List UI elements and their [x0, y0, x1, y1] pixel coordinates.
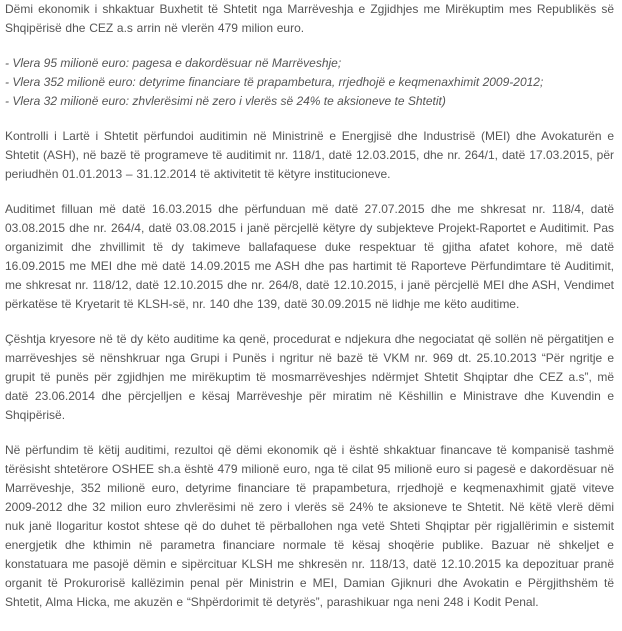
- breakdown-item: - Vlera 95 milionë euro: pagesa e dakordësuar në Marrëveshje;: [5, 56, 342, 70]
- breakdown-item: - Vlera 352 milionë euro: detyrime financiare të prapambetura, rrjedhojë e keqmenaxhimit 2009-2012;: [5, 75, 544, 89]
- damage-breakdown-list: [5, 54, 614, 111]
- conclusion-paragraph: Në përfundim të këtij auditimi, rezultoi që dëmi ekonomik që i është shkaktuar financave të kompanisë tashmë tërësisht shtetërore OSHEE sh.a është 479 milionë euro, nga të cilat 95 milionë euro si pagesë e dakordësuar në Marrëveshje, 352 milionë euro, detyrime financiare të prapambetura, rrjedhojë e keqmenaxhimit gjatë viteve 2009-2012 dhe 32 milion euro zhvlerësimi në zero i vlerës së 24% te aksioneve te Shtetit. Në këtë vlerë dëmi nuk janë llogaritur kostot shtese që do duhet të përballohen nga vetë Shteti Shqiptar për rigjallërimin e sistemit energjetik dhe kthimin në parametra financiare normale të kësaj shoqërie publike. Bazuar në shkeljet e konstatuara me pasojë dëmin e sipërcituar KLSH me shkresën nr. 118/13, datë 12.10.2015 ka depozituar pranë organit të Prokurorisë kallëzimin penal për Ministrin e MEI, Damian Gjiknuri dhe Avokatin e Përgjithshëm të Shtetit, Alma Hicka, me akuzën e “Shpërdorimit të detyrës”, parashikuar nga neni 248 i Kodit Penal.: [5, 443, 614, 609]
- breakdown-item: - Vlera 32 milionë euro: zhvlerësimi në zero i vlerës së 24% te aksioneve te Shtetit): [5, 94, 446, 108]
- audit-scope-paragraph: Kontrolli i Lartë i Shtetit përfundoi auditimin në Ministrinë e Energjisë dhe Industrisë (MEI) dhe Avokaturën e Shtetit (ASH), në bazë të programeve të auditimit nr. 118/1, datë 12.03.2015, dhe nr. 264/1, datë 17.03.2015, për periudhën 01.01.2013 – 31.12.2014 të aktivitetit të këtyre institucioneve.: [5, 129, 614, 181]
- main-issue-paragraph: Çështja kryesore në të dy këto auditime ka qenë, procedurat e ndjekura dhe negociatat që sollën në përgatitjen e marrëveshjes së nënshkruar nga Grupi i Punës i ngritur në bazë të VKM nr. 969 dt. 25.10.2013 “Për ngritje e grupit të punës për zgjidhjen me mirëkuptim të mosmarrëveshjes ndërmjet Shtetit Shqiptar dhe CEZ a.s”, më datë 23.06.2014 dhe përcjelljen e kësaj Marrëveshje për miratim në Këshillin e Ministrave dhe Kuvendin e Shqipërisë.: [5, 332, 614, 422]
- audit-timeline-paragraph: Auditimet filluan më datë 16.03.2015 dhe përfunduan më datë 27.07.2015 dhe me shkresat nr. 118/4, datë 03.08.2015 dhe nr. 264/4, datë 03.08.2015 i janë përcjellë këtyre dy subjekteve Projekt-Raportet e Auditimit. Pas organizimit dhe zhvillimit të dy takimeve ballafaquese duke respektuar të gjitha afatet kohore, më datë 16.09.2015 me MEI dhe më datë 14.09.2015 me ASH dhe pas hartimit të Raporteve Përfundimtare të Auditimit, me shkresat nr. 118/12, datë 12.10.2015 dhe nr. 264/8, datë 12.10.2015, i janë përcjellë MEI dhe ASH, Vendimet përkatëse të Kryetarit të KLSH-së, nr. 140 dhe 139, datë 30.09.2015 në lidhje me këto auditime.: [5, 202, 614, 311]
- intro-paragraph: Dëmi ekonomik i shkaktuar Buxhetit të Shtetit nga Marrëveshja e Zgjidhjes me Mirëkuptim mes Republikës së Shqipërisë dhe CEZ a.s arrin në vlerën 479 milion euro.: [5, 2, 614, 35]
